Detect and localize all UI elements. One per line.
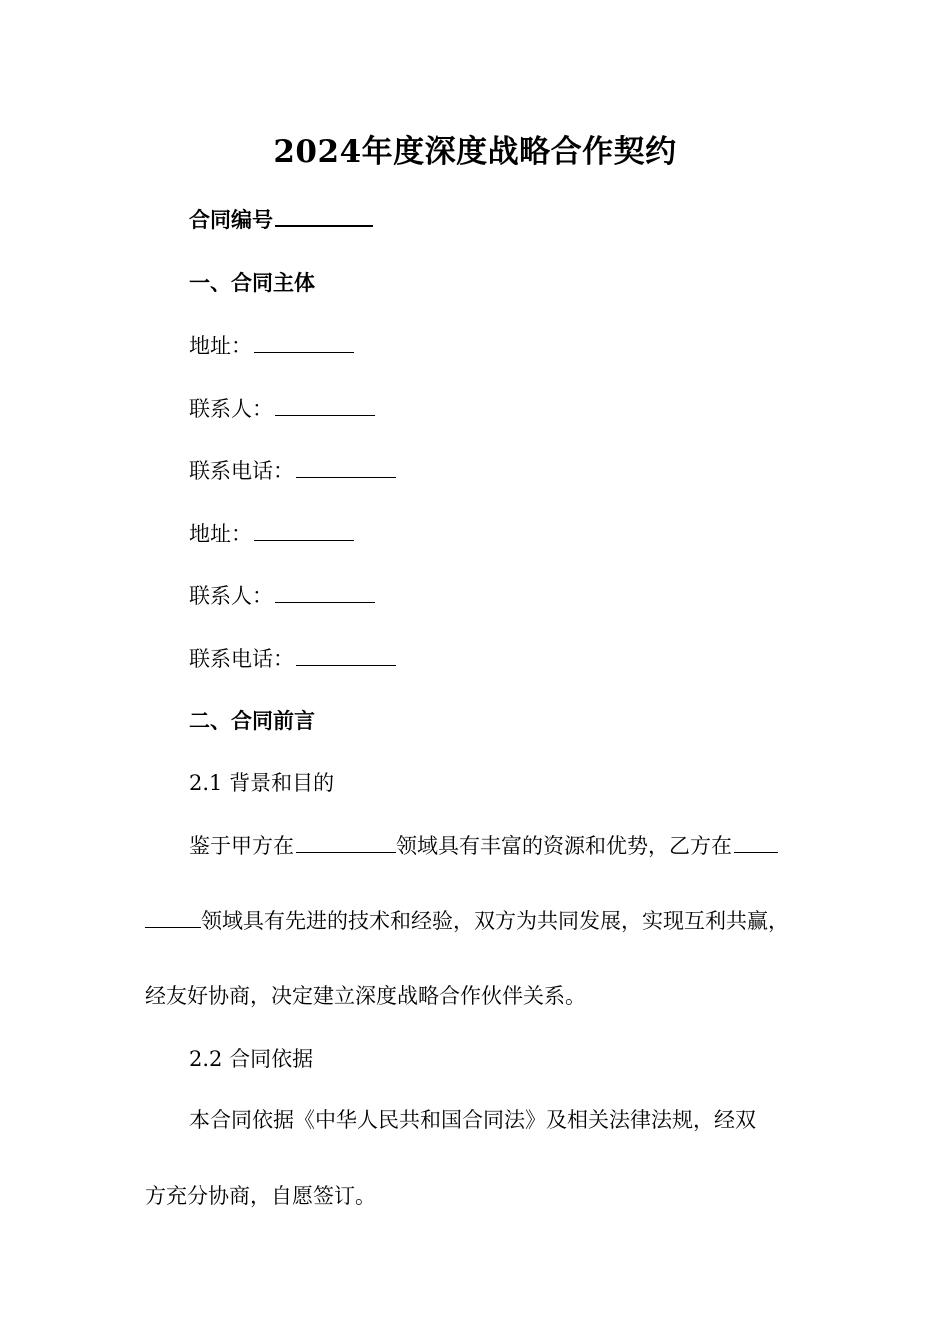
contract-number-blank[interactable] <box>275 205 373 227</box>
background-line-3: 经友好协商，决定建立深度战略合作伙伴关系。 <box>145 984 586 1008</box>
party-a-field-blank[interactable] <box>296 832 396 853</box>
background-line-2-text: 领域具有先进的技术和经验，双方为共同发展，实现互利共赢， <box>201 909 789 933</box>
party-a-phone-blank[interactable] <box>296 457 396 478</box>
party-a-phone-row <box>189 455 396 487</box>
background-line-1 <box>189 830 778 862</box>
contract-number-row <box>189 204 373 236</box>
background-line-1-text-a: 鉴于甲方在 <box>189 834 294 858</box>
contract-number-label: 合同编号 <box>189 207 273 232</box>
party-a-contact-row <box>189 393 375 425</box>
party-b-address-label: 地址： <box>189 522 252 546</box>
party-b-contact-blank[interactable] <box>275 582 375 603</box>
background-line-2 <box>145 905 789 937</box>
basis-line-2: 方充分协商，自愿签订。 <box>145 1184 376 1208</box>
party-a-address-blank[interactable] <box>254 332 354 353</box>
party-b-phone-blank[interactable] <box>296 645 396 666</box>
section2-heading: 二、合同前言 <box>189 708 315 733</box>
party-b-address-row <box>189 518 354 550</box>
party-a-address-label: 地址： <box>189 334 252 358</box>
party-b-phone-row <box>189 643 396 675</box>
basis-line-1: 本合同依据《中华人民共和国合同法》及相关法律法规，经双 <box>189 1108 756 1132</box>
party-b-address-blank[interactable] <box>254 520 354 541</box>
section2-1-heading: 2.1 背景和目的 <box>189 771 335 795</box>
party-a-phone-label: 联系电话： <box>189 459 294 483</box>
party-a-address-row <box>189 330 354 362</box>
section1-heading: 一、合同主体 <box>189 270 315 295</box>
party-a-contact-label: 联系人： <box>189 397 273 421</box>
party-b-contact-label: 联系人： <box>189 584 273 608</box>
party-b-field-blank-part1[interactable] <box>734 832 778 853</box>
party-b-contact-row <box>189 580 375 612</box>
section2-2-heading: 2.2 合同依据 <box>189 1047 314 1071</box>
party-a-contact-blank[interactable] <box>275 395 375 416</box>
party-b-field-blank-part2[interactable] <box>145 907 201 928</box>
document-title: 2024年度深度战略合作契约 <box>273 134 677 170</box>
party-b-phone-label: 联系电话： <box>189 647 294 671</box>
background-line-1-text-b: 领域具有丰富的资源和优势，乙方在 <box>396 834 732 858</box>
